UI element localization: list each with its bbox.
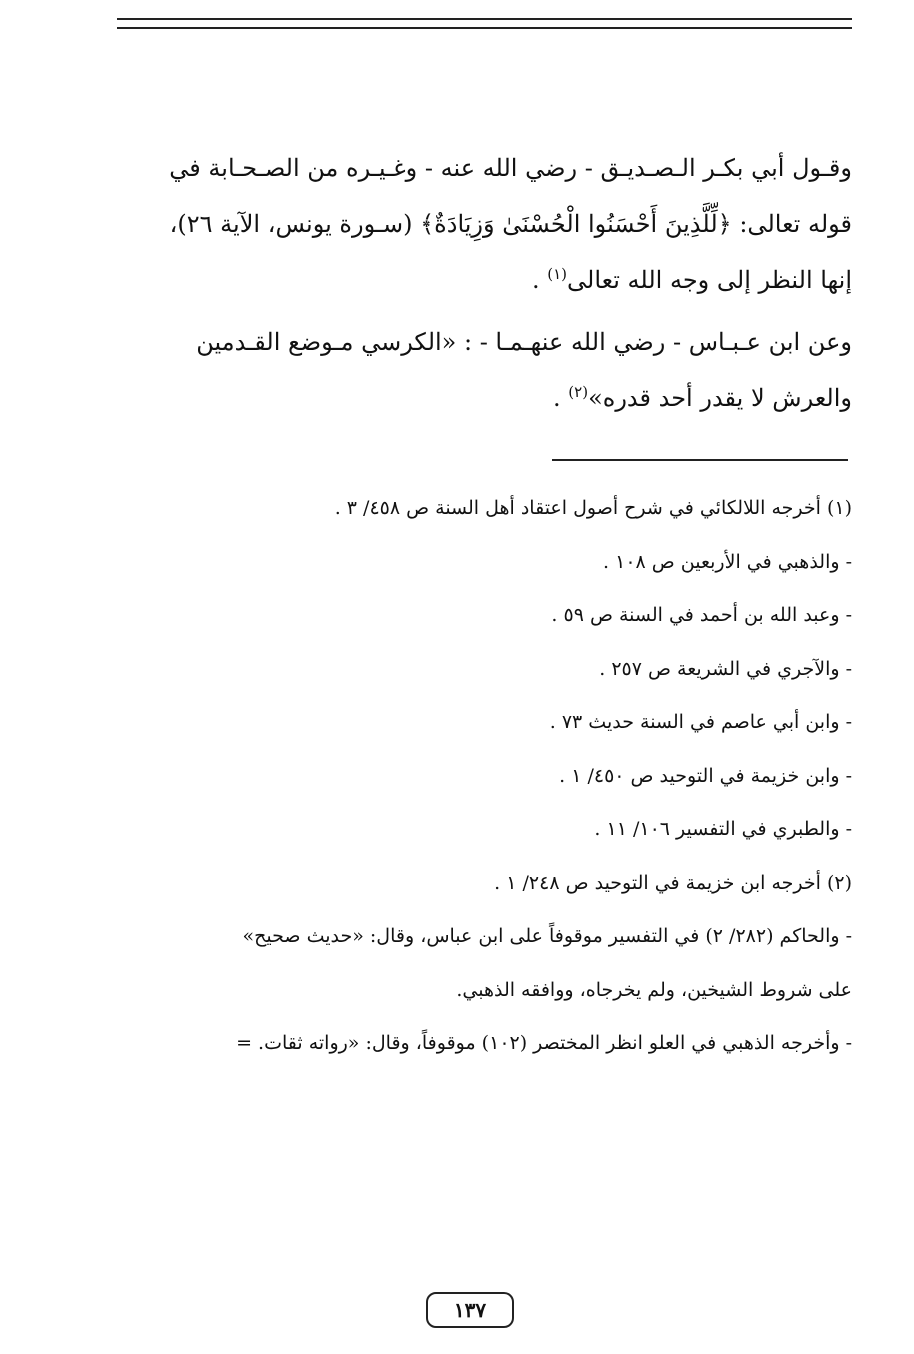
main-line-text: إنها النظر إلى وجه الله تعالى [567,266,852,294]
footnote-separator [552,459,848,461]
footnote-line: - والطبري في التفسير ١٠٦/ ١١ . [594,818,852,840]
top-rule [117,18,852,20]
main-line: وعن ابن عـبـاس - رضي الله عنهـمـا - : «الكرسي مـوضع القـدمين [196,328,852,356]
footnote-line: - وأخرجه الذهبي في العلو انظر المختصر (١٠٢) موقوفاً، وقال: «رواته ثقات. = [236,1032,852,1054]
footnote-line: - والذهبي في الأربعين ص ١٠٨ . [603,550,852,573]
sentence-end: . [553,384,561,412]
footnote-line: (١) أخرجه اللالكائي في شرح أصول اعتقاد أهل السنة ص ٤٥٨/ ٣ . [334,497,852,519]
footnote-line: - وابن أبي عاصم في السنة حديث ٧٣ . [549,711,852,733]
footnote-line: (٢) أخرجه ابن خزيمة في التوحيد ص ٢٤٨/ ١ . [494,871,852,894]
footnote-ref-2[interactable]: (٢) [568,383,589,401]
verse-line-text: قوله تعالى: ﴿لِّلَّذِينَ أَحْسَنُوا الْحُسْنَىٰ وَزِيَادَةٌ﴾ (سـورة يونس، الآية ٢٦)، [169,210,852,238]
footnote-line: - والحاكم (٢٨٢/ ٢) في التفسير موقوفاً على ابن عباس، وقال: «حديث صحيح» [242,925,852,947]
footnote-line: - والآجري في الشريعة ص ٢٥٧ . [599,657,852,680]
footnotes [112,482,852,1071]
main-line [112,370,852,426]
footnote-ref-1[interactable]: (١) [547,265,568,283]
page-number: ١٣٧ [426,1292,514,1328]
footnote-line: - وابن خزيمة في التوحيد ص ٤٥٠/ ١ . [559,764,852,787]
main-text [112,140,852,426]
main-line-verse [112,196,852,252]
footnote-line: - وعبد الله بن أحمد في السنة ص ٥٩ . [551,604,852,626]
main-line: وقـول أبي بكـر الـصـديـق - رضي الله عنه - وغـيـره من الصـحـابة في [169,154,852,182]
sentence-end: . [531,266,540,294]
footnote-line: على شروط الشيخين، ولم يخرجاه، ووافقه الذهبي. [456,978,852,1001]
top-rule-inner [117,27,852,29]
main-line-text: والعرش لا يقدر أحد قدره» [588,384,852,412]
main-line [112,252,852,308]
